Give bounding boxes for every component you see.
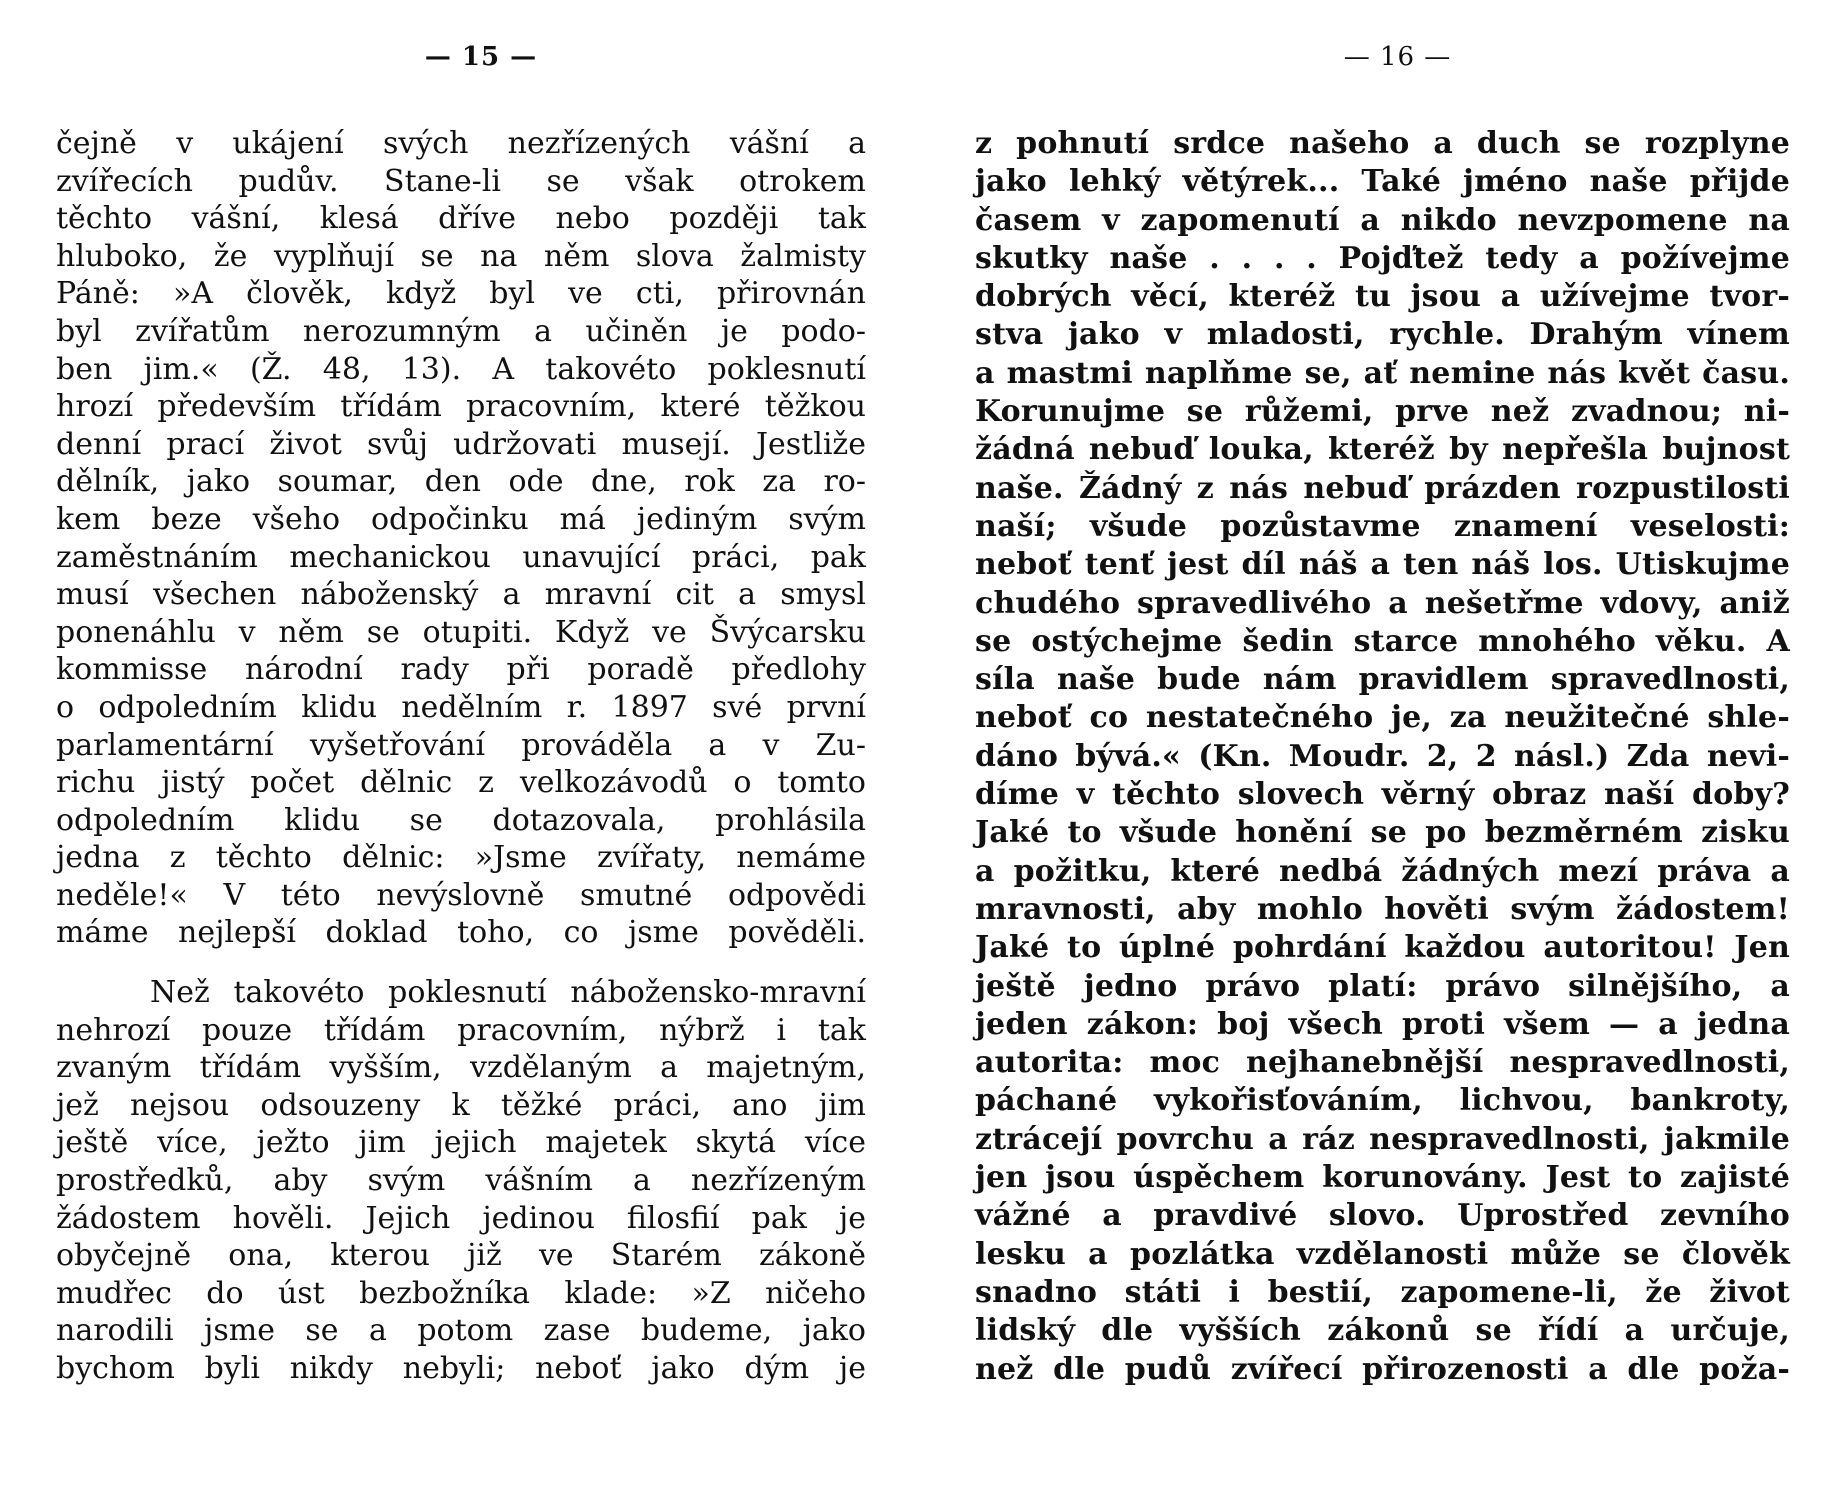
text-line: jako lehký větýrek... Také jméno naše přijde [975, 164, 1790, 200]
text-line: skutky naše . . . . Pojďtež tedy a požívejme [975, 240, 1790, 276]
text-line: odpoledním klidu se dotazovala, prohlásila [56, 802, 866, 838]
page-number: — 16 — [1343, 42, 1452, 72]
text-line: autorita: moc nejhanebnější nespravedlnosti, [975, 1045, 1790, 1081]
text-line: jeden zákon: boj všech proti všem — a jedna [975, 1006, 1790, 1042]
text-line: snadno státi i bestií, zapomene-li, že život [975, 1274, 1790, 1310]
text-line: než dle pudů zvířecí přirozenosti a dle poža- [975, 1351, 1790, 1387]
text-line: z pohnutí srdce našeho a duch se rozplyne [975, 126, 1790, 161]
text-line: mudřec do úst bezbožníka klade: »Z ničeho [56, 1275, 866, 1311]
text-line: chudého spravedlivého a nešetřme vdovy, aniž [975, 585, 1790, 621]
text-line: těchto vášní, klesá dříve nebo později tak [56, 201, 866, 237]
text-line: neboť co nestatečného je, za neužitečné shle- [975, 700, 1790, 736]
page-text [975, 125, 1790, 1389]
text-line: dobrých věcí, kteréž tu jsou a užívejme tvor- [975, 279, 1790, 315]
text-line: časem v zapomenutí a nikdo nevzpomene na [975, 202, 1790, 238]
text-line: hluboko, že vyplňují se na něm slova žalmisty [56, 238, 866, 274]
text-line: zaměstnáním mechanickou unavující práci, pak [56, 539, 866, 575]
text-line: o odpoledním klidu nedělním r. 1897 své první [56, 689, 866, 725]
text-line: Korunujme se růžemi, prve než zvadnou; ni- [975, 394, 1790, 430]
text-line: zvířecích pudův. Stane-li se však otrokem [56, 163, 866, 199]
text-line: naší; všude pozůstavme znamení veselosti: [975, 508, 1790, 544]
text-line: ještě jedno právo platí: právo silnějšího, a [975, 968, 1790, 1004]
text-line: žádostem hověli. Jejich jedinou filosfií pak je [56, 1200, 866, 1236]
text-line: ben jim.« (Ž. 48, 13). A takovéto poklesnutí [56, 351, 866, 387]
text-line: síla naše bude nám pravidlem spravedlnosti, [975, 662, 1790, 698]
text-line: musí všechen náboženský a mravní cit a smysl [56, 577, 866, 613]
text-line: čejně v ukájení svých nezřízených vášní a [56, 126, 866, 161]
text-line: byl zvířatům nerozumným a učiněn je podo- [56, 313, 866, 349]
text-line: páchané vykořisťováním, lichvou, bankroty, [975, 1083, 1790, 1119]
text-line: lidský dle vyšších zákonů se řídí a určuje, [975, 1313, 1790, 1349]
text-line: stva jako v mladosti, rychle. Drahým vínem [975, 317, 1790, 353]
text-line: vážné a pravdivé slovo. Uprostřed zevního [975, 1198, 1790, 1234]
text-line: máme nejlepší doklad toho, co jsme pověděli. [56, 915, 866, 951]
text-line: Jaké to úplné pohrdání každou autoritou! Jen [975, 930, 1790, 966]
text-line: ještě více, ježto jim jejich majetek skytá více [56, 1125, 866, 1161]
page-number: — 15 — [424, 42, 538, 72]
text-line: kommisse národní rady při poradě předlohy [56, 652, 866, 688]
text-line: ponenáhlu v něm se otupiti. Když ve Švýcarsku [56, 614, 866, 650]
text-line: jen jsou úspěchem korunovány. Jest to zajisté [975, 1160, 1790, 1196]
text-line: a požitku, které nedbá žádných mezí práva a [975, 853, 1790, 889]
text-line: Páně: »A člověk, když byl ve cti, přirovnán [56, 276, 866, 312]
text-line: žádná nebuď louka, kteréž by nepřešla bujnost [975, 432, 1790, 468]
page-text [56, 125, 866, 1388]
text-line: dělník, jako soumar, den ode dne, rok za ro- [56, 464, 866, 500]
text-line: nehrozí pouze třídám pracovním, nýbrž i tak [56, 1012, 866, 1048]
text-line: parlamentární vyšetřování prováděla a v Zu- [56, 727, 866, 763]
text-line: mravnosti, aby mohlo hověti svým žádostem! [975, 891, 1790, 927]
text-line: jež nejsou odsouzeny k těžké práci, ano jim [56, 1087, 866, 1123]
text-line: neděle!« V této nevýslovně smutné odpovědi [56, 877, 866, 913]
text-line: narodili jsme se a potom zase budeme, jako [56, 1313, 866, 1349]
text-line: a mastmi naplňme se, ať nemine nás květ času. [975, 355, 1790, 391]
text-line: denní prací život svůj udržovati musejí. Jestliže [56, 426, 866, 462]
text-line: bychom byli nikdy nebyli; neboť jako dým je [56, 1351, 866, 1386]
text-line: se ostýchejme šedin starce mnohého věku. A [975, 623, 1790, 659]
text-line: neboť tenť jest díl náš a ten náš los. Utiskujme [975, 547, 1790, 583]
text-line: prostředků, aby svým vášním a nezřízeným [56, 1163, 866, 1199]
text-line: richu jistý počet dělnic z velkozávodů o tomto [56, 765, 866, 801]
text-line: kem beze všeho odpočinku má jediným svým [56, 501, 866, 537]
paragraph-start-line: Než takovéto poklesnutí nábožensko-mravní [150, 975, 866, 1011]
text-line: naše. Žádný z nás nebuď prázden rozpustilosti [975, 470, 1790, 506]
text-line: Jaké to všude honění se po bezměrném zisku [975, 815, 1790, 851]
text-line: díme v těchto slovech věrný obraz naší doby? [975, 777, 1790, 813]
text-line: hrozí především třídám pracovním, které těžkou [56, 389, 866, 425]
text-line: lesku a pozlátka vzdělanosti může se člověk [975, 1236, 1790, 1272]
text-line: dáno bývá.« (Kn. Moudr. 2, 2 násl.) Zda nevi- [975, 738, 1790, 774]
text-line: zvaným třídám vyšším, vzdělaným a majetným, [56, 1050, 866, 1086]
text-line: jedna z těchto dělnic: »Jsme zvířaty, nemáme [56, 840, 866, 876]
text-line: ztrácejí povrchu a ráz nespravedlnosti, jakmile [975, 1121, 1790, 1157]
text-line: obyčejně ona, kterou již ve Starém zákoně [56, 1238, 866, 1274]
